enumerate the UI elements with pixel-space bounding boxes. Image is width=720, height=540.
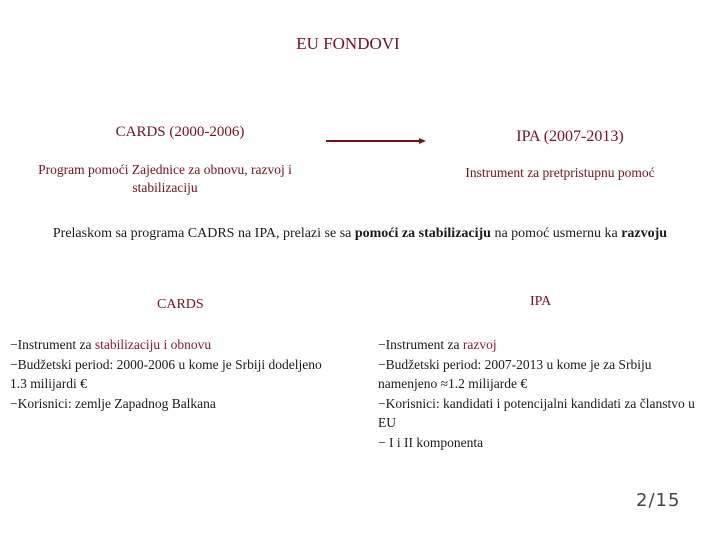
list-item: −Korisnici: kandidati i potencijalni kandidati za članstvo u EU — [378, 395, 695, 430]
cards-program-name: CARDS (2000-2006) — [115, 124, 245, 140]
cards-program-description: Program pomoći Zajednice za obnovu, razvoj i stabilizaciju — [38, 162, 292, 195]
intro-text-2: na pomoć usmernu ka — [490, 226, 622, 241]
list-item — [10, 335, 330, 355]
list-item: −Budžetski period: 2007-2013 u kome je za Srbiju namenjeno ≈1.2 milijarde € — [378, 356, 652, 391]
intro-bold-development: razvoju — [621, 226, 668, 241]
intro-bold-stabilization: pomoći za stabilizaciju — [354, 226, 491, 241]
ipa-item1-prefix: −Instrument za — [378, 337, 463, 352]
list-item: − I i II komponenta — [378, 434, 484, 450]
slide-title: EU FONDOVI — [296, 34, 400, 53]
ipa-column-heading: IPA — [530, 294, 552, 309]
ipa-program-name: IPA (2007-2013) — [516, 128, 624, 145]
transition-paragraph — [24, 224, 696, 243]
list-item — [378, 335, 713, 355]
cards-bullet-list — [10, 335, 330, 413]
ipa-program-description: Instrument za pretpristupnu pomoć — [465, 165, 655, 180]
intro-text-1: Prelaskom sa programa CADRS na IPA, prelazi se sa — [52, 226, 355, 241]
cards-column-heading: CARDS — [157, 297, 204, 312]
ipa-item1-highlight: razvoj — [462, 337, 497, 352]
cards-item1-prefix: −Instrument za — [10, 337, 95, 352]
cards-item1-highlight: stabilizaciju i obnovu — [94, 337, 212, 352]
list-item: −Budžetski period: 2000-2006 u kome je Srbiji dodeljeno 1.3 milijardi € — [10, 356, 322, 391]
ipa-bullet-list — [378, 335, 713, 452]
page-number: 2/15 — [636, 490, 681, 511]
right-arrow-icon — [326, 136, 426, 146]
list-item: −Korisnici: zemlje Zapadnog Balkana — [10, 395, 216, 411]
